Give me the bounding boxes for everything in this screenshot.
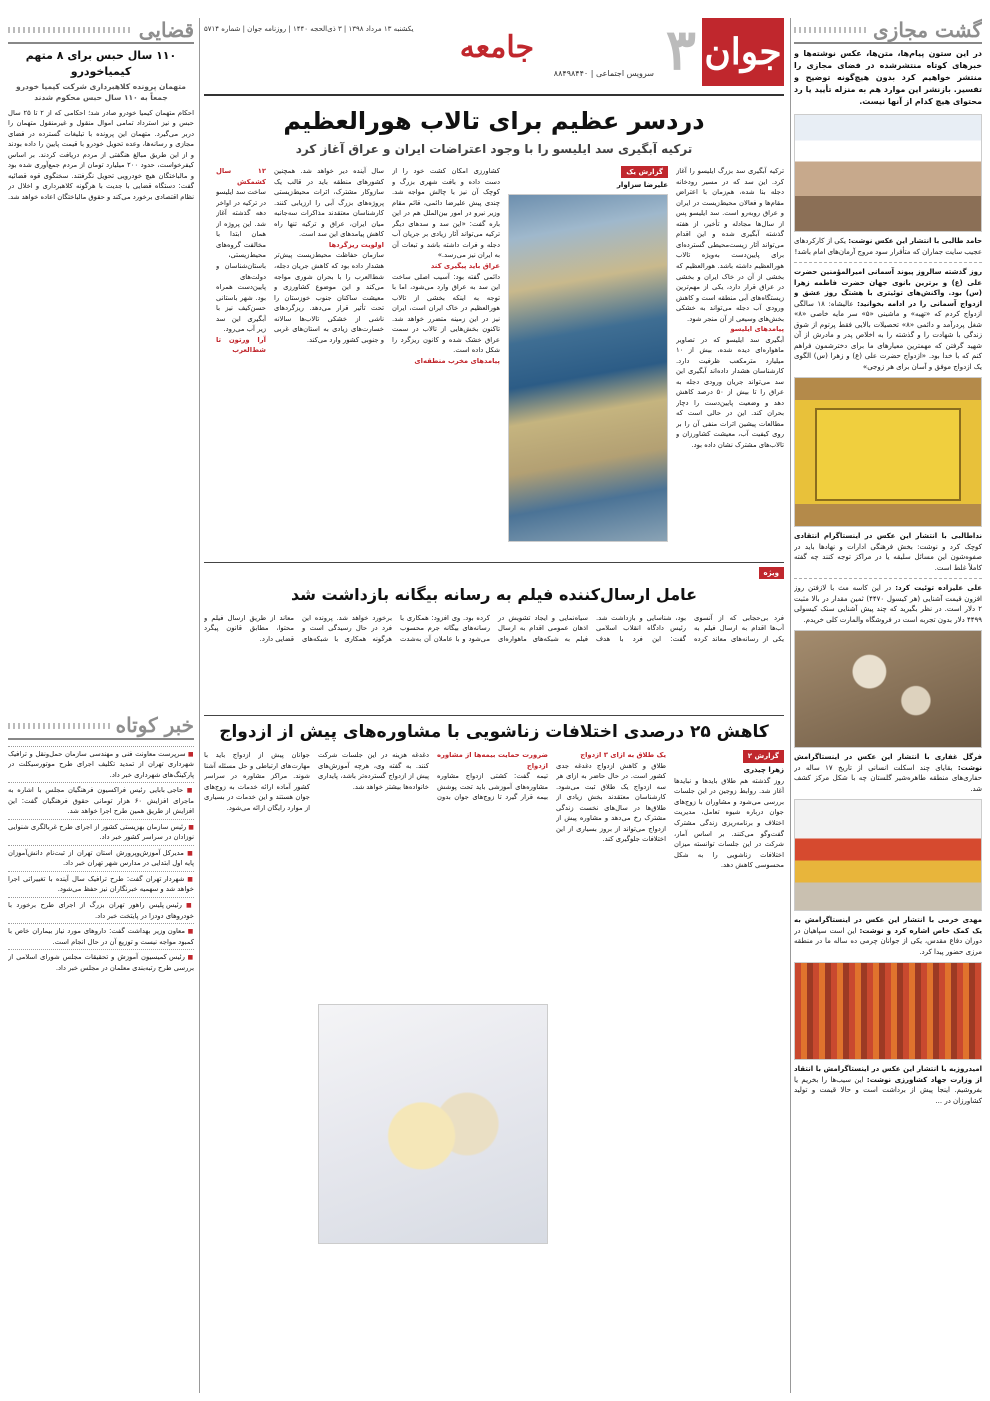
story-column [274, 166, 384, 556]
arrest-story-body: فرد بی‌حجابی که از آنسوی آب‌ها اقدام به ارسال فیلم به یکی از رسانه‌های معاند کرده بود، شناسایی و بازداشت شد. رئیس دادگاه انقلاب اسلامی گفت: این فرد با هدف سیاه‌نمایی و ایجاد تشویش در اذهان عمومی اقدام به ارسال فیلم به شبکه‌های ماهواره‌ای کرده بود. وی افزود: همکاری با رسانه‌های بیگانه جرم محسوب می‌شود و با عاملان آن به‌شدت برخورد خواهد شد. پرونده این فرد در حال رسیدگی است و هرگونه همکاری با شبکه‌های معاند از طریق ارسال فیلم و محتوا، مطابق قانون پیگرد قضایی دارد. [204, 613, 784, 643]
list-item: ■ معاون وزیر بهداشت گفت: داروهای مورد نیاز بیماران خاص با کمبود مواجه نیست و توزیع آن در حال انجام است. [8, 923, 194, 947]
second-headline: عامل ارسال‌کننده فیلم به رسانه بیگانه بازداشت شد [290, 585, 698, 605]
subheading: پیامدهای مخرب منطقه‌ای [414, 356, 500, 365]
story-divider [204, 562, 784, 563]
dam-story [204, 166, 784, 556]
main-headline: دردسر عظیم برای تالاب هورالعظیم [283, 107, 705, 135]
item-body: این است سپاهیان در دوران دفاع مقدس، یکی از جوانان چرمی ده ساله ما در منطقه مرزی حضور پیدا کرد. [794, 926, 982, 956]
wedding-rings-photo [318, 1004, 548, 1244]
subheading: یک طلاق به ازای ۳ ازدواج [580, 751, 666, 760]
list-item: ■ رئیس پلیس راهور تهران بزرگ از اجرای طرح برخورد با خودروهای دودزا در پایتخت خبر داد. [8, 897, 194, 921]
page-number: ۳ [665, 18, 696, 83]
short-news-list [8, 744, 194, 974]
dam-photo-block [508, 166, 668, 556]
story-column [676, 166, 784, 556]
item-title: فرگل غفاری با انتشار این عکس در اینستاگرامش نوشت: [794, 753, 982, 772]
subheading: پیامدهای ایلیسو [730, 325, 784, 334]
society-section [204, 18, 784, 1393]
skeleton-photo [794, 630, 982, 748]
report-kicker [508, 166, 668, 180]
news-item [794, 262, 982, 372]
body-text: ساخت سد ایلیسو در ترکیه در اواخر دهه گذشته آغاز شد. این پروژه از همان ابتدا با مخالفت گروه‌های محیط‌زیستی، باستان‌شناسان و دولت‌های پایین‌دست همراه بود. شهر باستانی حسن‌کیف نیز با آبگیری این سد زیر آب می‌رود. [216, 188, 266, 334]
marriage-story [204, 750, 784, 1270]
banner-photo [794, 377, 982, 527]
section-title: جامعه [459, 30, 534, 65]
header-ornament [8, 27, 133, 33]
list-item: ■ مدیرکل آموزش‌وپرورش استان تهران از ثبت‌نام دانش‌آموزان پایه اول ابتدایی در مدارس شهر تهران خبر داد. [8, 845, 194, 869]
story-column [392, 166, 500, 556]
rings-photo-block [318, 750, 548, 1270]
newspaper-logo: جوان [702, 18, 784, 86]
story-column [556, 750, 666, 1270]
header-ornament [8, 723, 110, 729]
judicial-story-body: احکام متهمان کیمیا خودرو صادر شد؛ احکامی که از ۲ تا ۲۵ سال حبس و نیز استرداد تمامی اموال منقول و غیرمنقول متهمان را دربر می‌گیرد. متهمان این پرونده با تبلیغات گسترده در فضای مجازی و رسانه‌ها، وعده تحویل خودرو با قیمت پایین را داده بودند و از این طریق مبالغ هنگفتی از مردم دریافت کردند. بر اساس کیفرخواست، حدود ۲۰۰ میلیارد تومان از مردم جمع‌آوری شده بود و مالباختگان هیچ خودرویی تحویل نگرفتند. سخنگوی قوه قضائیه گفت: دستگاه قضایی با جدیت با هرگونه کلاهبرداری و اخلال در نظام اقتصادی برخورد می‌کند و حقوق مالباختگان اعاده خواهد شد. [8, 108, 194, 201]
item-body: کوچک کرد و نوشت: بخش فرهنگی ادارات و نهادها بايد در صفوه‌شون این مسائل سلیقه یا در مراکز توجه کنند چه گفته کاملاً غلط است. [794, 542, 982, 572]
subheading: آرا ورتون تا شط‌العرب [216, 335, 266, 355]
list-item: ■ حاجی بابایی رئیس فراکسیون فرهنگیان مجلس با اشاره به ماجرای افزایش ۶۰ هزار تومانی حقوق فرهنگیان گفت: این افزایش از طریق همین طرح اجرا خواهد شد. [8, 782, 194, 817]
story-column [216, 166, 266, 556]
special-kicker [204, 567, 784, 581]
item-title: مهدی خرمی با انتشار این عکس در اینستاگرامش به یک کمک خاص اشاره کرد و نوشت: [794, 916, 982, 935]
short-news-title: خبر کوتاه [115, 713, 194, 738]
subheading: عراق باید پیگیری کند [430, 261, 500, 270]
news-item [794, 531, 982, 573]
story-divider [204, 715, 784, 716]
screenshot-photo [794, 114, 982, 232]
news-item [794, 1064, 982, 1106]
item-title: روز گذشته سالروز پیوند آسمانی امیرالمؤمنین حضرت علی (ع) و برترین بانوی جهان حضرت فاطمه زهرا (س) بود. واکنش‌های توئیتری با هشتگ روز عشق و ازدواج آسمانی را در ادامه بخوانید: [794, 268, 982, 308]
body-text: تیمه گفت: کشتی ازدواج مشاوره مشاوره‌های آموزشی باید تحت پوشش بیمه قرار گیرد تا زوج‌های جوان بدون دغدغه هزینه در این جلسات شرکت کنند. به گفته وی، هرچه آموزش‌های پیش از ازدواج گسترده‌تر باشد، پایداری خانواده‌ها بیشتر خواهد شد. [318, 751, 548, 802]
body-text: آبگیری سد ایلیسو که در تصاویر ماهواره‌ای دیده شده، بیش از ۱۰ میلیارد مترمکعب ظرفیت دارد. کارشناسان هشدار داده‌اند آبگیری این سد می‌تواند جریان ورودی دجله به عراق را تا بیش از ۵۰ درصد کاهش دهد و وضعیت پایین‌دست را دچار بحران کند. این در حالی است که مطالعات پیشین اثرات منفی آن را بر روی کیفیت آب، معیشت کشاورزان و تالاب‌های مشترک نشان داده بود. [676, 335, 784, 449]
judicial-subhead: متهمان پرونده کلاهبرداری شرکت کیمیا خودرو جمعاً به ۱۱۰ سال حبس محکوم شدند [16, 81, 186, 102]
kicker-label: ویژه [759, 567, 784, 579]
service-line: سرویس اجتماعی | ۸۸۴۹۸۴۴۰ [553, 69, 654, 78]
item-body: یکی از کارکردهای عجیب سایت جماران که متأ‌فرار سود مروج آرمان‌های امام باشد! [794, 237, 982, 256]
news-item [794, 915, 982, 957]
subheading: ضرورت حمایت بیمه‌ها از مشاوره ازدواج [437, 751, 548, 770]
body-text: سال آینده دیر خواهد شد. همچنین کشورهای منطقه باید در قالب یک سازوکار مشترک، اثرات محیط‌زیستی پروژه‌های بزرگ آبی را ارزیابی کنند. کارشناسان معتقدند مذاکرات سه‌جانبه میان ایران، عراق و ترکیه تنها راه کاهش پیامدهای این سد است. [274, 167, 384, 239]
subheading: ۱۲ سال کشمکش [216, 167, 266, 186]
virtual-tour-title: گشت مجازی [873, 18, 982, 42]
third-headline: کاهش ۲۵ درصدی اختلافات زناشویی با مشاوره‌های پیش از ازدواج [219, 721, 769, 742]
item-title: نداطالبی با انتشار این عکس در اینستاگرام انتقادی [794, 532, 982, 540]
judicial-headline: ۱۱۰ سال حبس برای ۸ متهم کیمیاخودرو [25, 49, 177, 78]
subheading: اولویت ریزگردها [328, 240, 384, 249]
masthead [204, 18, 784, 96]
news-item [794, 752, 982, 794]
item-title: حامد طالبی با انتشار این عکس نوشت: [848, 237, 982, 245]
item-body: این سیب‌ها را بخریم یا بفروشیم. اینجا پیش از برداشت است و حالا قیمت و تولید کشاورزان در ... [794, 1075, 982, 1105]
list-item: ■ سرپرست معاونت فنی و مهندسی سازمان حمل‌ونقل و ترافیک شهرداری تهران از تمدید تکلیف اجرای طرح موتورسیکلت در پارکینگ‌های شهرداری خبر داد. [8, 746, 194, 781]
body-text: کشاورزی امکان کشت خود را از دست داده و بافت شهری بزرگ و کوچک آن نیز با چالش مواجه شد. چندی پیش علیرضا دائمی، قائم مقام وزیر نیرو در امور بین‌الملل هم در این باره گفت: «این سد و سدهای دیگر ترکیه می‌تواند آثار زیادی بر جریان آب دجله و فرات داشته باشد و تبعات آن به ایران نیز می‌رسد.» [392, 167, 500, 260]
judicial-column [8, 18, 194, 1393]
story-column [674, 750, 784, 1270]
virtual-tour-column [794, 18, 982, 1393]
story-column: جوانان پیش از ازدواج باید با مهارت‌های ارتباطی و حل مسئله آشنا شوند. مراکز مشاوره در سراسر کشور آماده ارائه خدمات به زوج‌های جوان هستند و این خدمات در بسیاری از موارد رایگان ارائه می‌شود. [204, 751, 310, 812]
date-line: یکشنبه ۱۳ مرداد ۱۳۹۸ | ۳ ذی‌الحجه ۱۴۴۰ | روزنامه جوان | شماره ۵۷۱۴ [204, 25, 414, 33]
item-title: امیدروزبه با انتشار این عکس در اینستاگرامش با انتقاد از وزارت جهاد کشاورزی نوشت: [794, 1065, 982, 1084]
list-item: ■ رئیس کمیسیون آموزش و تحقیقات مجلس شورای اسلامی از بررسی طرح رتبه‌بندی معلمان در مجلس خبر داد. [8, 949, 194, 973]
item-body: در این کاسه مث با لاز‌فتن روز افزون قیمت آشنایی (هر کیسول ۴۴۷۰) ثمین مقدار در بالا مثبت ۲ دلار است. در نظر بگیرید که چند پیش آشنایی سنک کیسولی ۴۴۹۹ دلار بدون تجربه است در فروشگاه والمارت کلی خریدم. [794, 584, 982, 624]
author-byline: زهرا چیذری [743, 766, 784, 774]
column-divider [790, 18, 791, 1393]
kicker-label: گزارش ۲ [743, 750, 784, 763]
food-package-photo [794, 799, 982, 911]
list-item: ■ شهردار تهران گفت: طرح ترافیک سال آینده با تغییراتی اجرا خواهد شد و سهمیه خبرنگاران نیز حفظ می‌شود. [8, 871, 194, 895]
author-byline: علیرضا سزاوار [616, 181, 668, 190]
virtual-tour-intro: در این ستون پیام‌ها، متن‌ها، عکس نوشته‌ها و خبرهای کوتاه منتشرشده در فضای مجازی را منتشر خواهیم کرد بدون هیچ‌گونه توضیح و تفسیر. بازنشر این موارد هم به منزله تأیید یا رد محتوای هیچ کدام از آنها نیست. [794, 49, 982, 106]
column-divider [199, 18, 200, 1393]
story-column [318, 750, 548, 1000]
virtual-tour-header [794, 18, 982, 44]
body-text: طلاق و کاهش ازدواج دغدغه جدی کشور است. در حال حاضر به ازای هر سه ازدواج یک طلاق ثبت می‌شود. کارشناسان معتقدند بخش زیادی از طلاق‌ها در سال‌های نخست زندگی مشترک رخ می‌دهد و مشاوره پیش از ازدواج می‌تواند از بروز بسیاری از این اختلافات جلوگیری کند. [556, 761, 666, 844]
item-body: بقایای چند اسکلت انسانی از تاریخ ۱۷ ساله در حفاری‌های منطقه طاهره‌شیر گلستان چه با شکل مرکز کشف شد. [794, 763, 982, 793]
judicial-header [8, 18, 194, 44]
apple-market-photo [794, 962, 982, 1060]
body-text: دائمی گفته بود: آسیب اصلی ساخت این سد به عراق وارد می‌شود، اما با توجه به اینکه بخشی از تالاب هورالعظیم در خاک ایران است، ایران نیز در این زمینه متضرر خواهد شد. تاکنون بخش‌هایی از تالاب در سمت عراق خشک شده و کانون ریزگرد را شکل داده است. [392, 272, 500, 355]
item-body: عالیشاه: ۱۸ سالگی ازدواج کردم که «تهیه» و ماشینی «۵» سر مایه خاصی «۸» شغل پردرآمد و دائمی «۸» تحصیلات بالایی فقط پرتوم از شوق زندگی با شهادت را و گذشته را به اخلاص پدر و مادرش از آن شهید گرفتن که مهمترین معیارهای ما برای دخترشمون فراهم کنم که با خدا بود. «ازدواج حضرت علی (ع) و زهرا (س) الگوی یک ازدواج موفق و آسان برای هر زوجی» [794, 299, 982, 371]
dam-photo [508, 194, 668, 542]
item-title: علی علیزاده توئیت کرد: [895, 584, 982, 592]
kicker-label: گزارش یک [621, 166, 668, 178]
body-text: ترکیه آبگیری سد بزرگ ایلیسو را آغاز کرد. این سد که در مسیر رودخانه دجله بنا شده، هم‌زمان با اعتراض مقام‌ها و فعالان محیط‌زیست در ایران و عراق روبه‌رو است. سد ایلیسو پس از سال‌ها مجادله و تأخیر، از هفته گذشته آبگیری شده و این اقدام می‌تواند آثار زیست‌محیطی گسترده‌ای برای پایین‌دست به‌ویژه تالاب هورالعظیم داشته باشد. هورالعظیم که بخشی از آن در خاک ایران و بخشی در عراق قرار دارد، یکی از مهم‌ترین زیستگاه‌های آبی منطقه است و کاهش ورودی آب دجله می‌تواند به خشکی بخش‌های وسیعی از آن منجر شود. [676, 167, 784, 323]
news-item [794, 578, 982, 625]
report-kicker [674, 750, 784, 765]
main-subheadline: ترکیه آبگیری سد ایلیسو را با وجود اعتراضات ایران و عراق آغاز کرد [295, 141, 693, 156]
body-text: روز گذشته هم طلاق بایدها و نبایدها آغاز شد. روابط زوجین در این جلسات بررسی می‌شود و مشاوران با زوج‌های جوان درباره شیوه تعامل، مدیریت اختلاف و برنامه‌ریزی زندگی مشترک گفت‌وگو می‌کنند. بر اساس آمار، شرکت در این جلسات توانسته میزان اختلافات زناشویی را به شکل محسوسی کاهش دهد. [674, 776, 784, 870]
short-news-header [8, 714, 194, 740]
body-text: سازمان حفاظت محیط‌زیست پیش‌تر هشدار داده بود که کاهش جریان دجله، شط‌العرب را با بحران شوری مواجه می‌کند و این موضوع کشاورزی و معیشت ساکنان جنوب خوزستان را تحت تأثیر قرار می‌دهد. ریزگردهای ناشی از خشکی تالاب‌ها سالانه خسارت‌های زیادی به استان‌های غربی و جنوبی کشور وارد می‌کند. [274, 251, 384, 344]
judicial-title: قضایی [138, 18, 194, 42]
header-ornament [794, 27, 867, 33]
news-item [794, 236, 982, 257]
list-item: ■ رئیس سازمان بهزیستی کشور از اجرای طرح غربالگری شنوایی نوزادان در سراسر کشور خبر داد. [8, 819, 194, 843]
